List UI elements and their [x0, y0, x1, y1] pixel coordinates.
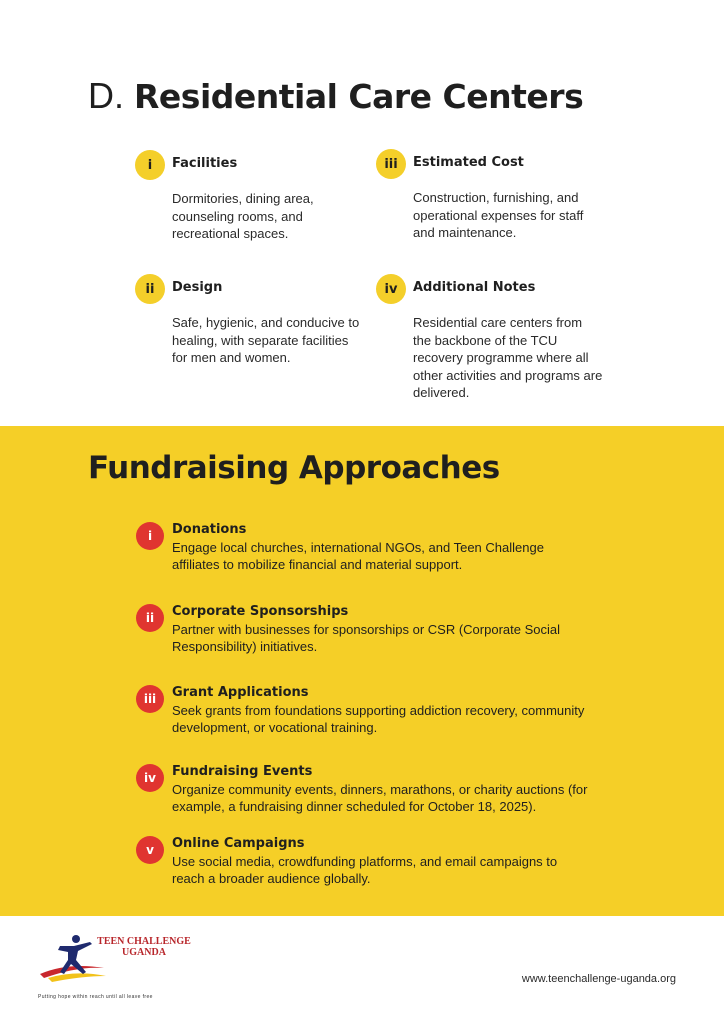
logo-line-2: UGANDA — [122, 947, 166, 958]
logo-wordmark — [94, 936, 194, 958]
teen-challenge-logo — [38, 934, 208, 1004]
item-text: Organize community events, dinners, marathons, or charity auctions (for example, a fundraising dinner scheduled for October 18, 2025). — [172, 782, 588, 815]
item-heading: Grant Applications — [172, 685, 309, 700]
numeral-badge: iv — [376, 274, 406, 304]
item-text: Dormitories, dining area, counseling rooms, and recreational spaces. — [172, 191, 314, 242]
logo-line-1: TEEN CHALLENGE — [97, 936, 191, 947]
numeral-badge: iii — [136, 685, 164, 713]
item-text: Seek grants from foundations supporting addiction recovery, community development, or vocational training. — [172, 703, 585, 736]
item-heading: Donations — [172, 522, 247, 537]
numeral-badge: i — [135, 150, 165, 180]
item-heading: Additional Notes — [413, 280, 536, 295]
item-heading: Facilities — [172, 156, 238, 171]
section-letter: D. — [88, 75, 124, 116]
item-heading: Estimated Cost — [413, 155, 524, 170]
item-heading: Fundraising Events — [172, 764, 313, 779]
item-text: Partner with businesses for sponsorships or CSR (Corporate Social Responsibility) initiatives. — [172, 622, 561, 655]
item-text: Engage local churches, international NGOs, and Teen Challenge affiliates to mobilize financial and material support. — [172, 540, 544, 573]
item-heading: Corporate Sponsorships — [172, 604, 349, 619]
item-text: Residential care centers from the backbone of the TCU recovery programme where all other activities and programs are delivered. — [413, 315, 603, 401]
logo-tagline: Putting hope within reach until all leave free — [38, 994, 153, 1000]
residential-title — [88, 74, 583, 119]
residential-care-section — [0, 0, 724, 426]
item-text: Construction, furnishing, and operational expenses for staff and maintenance. — [413, 190, 584, 241]
item-text: Safe, hygienic, and conducive to healing, with separate facilities for men and women. — [172, 315, 360, 366]
numeral-badge: iv — [136, 764, 164, 792]
numeral-badge: i — [136, 522, 164, 550]
numeral-badge: ii — [136, 604, 164, 632]
section-title: Residential Care Centers — [134, 77, 584, 116]
numeral-badge: ii — [135, 274, 165, 304]
item-text: Use social media, crowdfunding platforms, and email campaigns to reach a broader audience globally. — [172, 854, 558, 887]
numeral-badge: v — [136, 836, 164, 864]
item-heading: Design — [172, 280, 223, 295]
page-footer — [0, 916, 724, 1024]
item-heading: Online Campaigns — [172, 836, 305, 851]
fundraising-section — [0, 426, 724, 916]
fundraising-title: Fundraising Approaches — [88, 450, 500, 486]
numeral-badge: iii — [376, 149, 406, 179]
website-link[interactable]: www.teenchallenge-uganda.org — [521, 973, 676, 985]
